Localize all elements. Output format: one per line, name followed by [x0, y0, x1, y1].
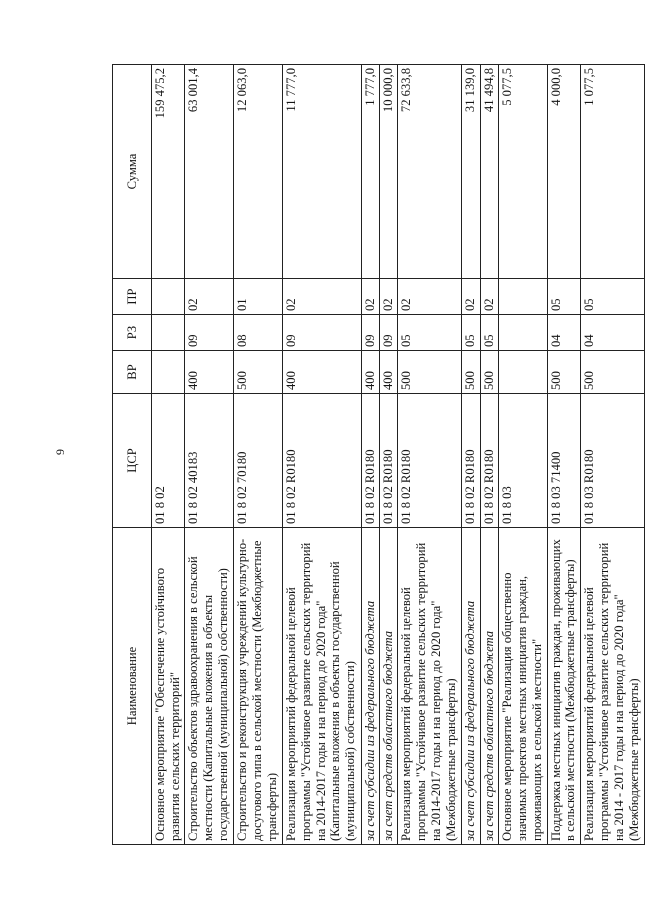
rotated-table-sheet: [112, 65, 645, 845]
cell-sum: 1 777,0: [361, 65, 379, 279]
table-row: [152, 65, 185, 845]
cell-name: Реализация мероприятий федеральной целевой программы "Устойчивое развитие сельских территорий на 2014 - 2017 годы и на период до 2020 года" (Межбюджетные трансферты): [581, 528, 645, 845]
cell-vr: 500: [547, 351, 580, 394]
cell-vr: 500: [480, 351, 498, 394]
cell-name: Реализация мероприятий федеральной целевой программы "Устойчивое развитие сельских территорий на 2014-2017 годы и на период до 2020 года" (Капитальные вложения в объекты государственной (муниципальной) собственности): [282, 528, 361, 845]
cell-name: Строительство объектов здравоохранения в сельской местности (Капитальные вложения в объекты государственной (муниципальной) собственности): [185, 528, 234, 845]
cell-vr: 500: [398, 351, 462, 394]
cell-pr: [498, 279, 547, 315]
cell-name: за счет средств областного бюджета: [480, 528, 498, 845]
cell-sum: 4 000,0: [547, 65, 580, 279]
cell-name: за счет средств областного бюджета: [380, 528, 398, 845]
cell-csr: 01 8 02 70180: [234, 394, 283, 528]
cell-pr: 01: [234, 279, 283, 315]
cell-csr: 01 8 02 R0180: [361, 394, 379, 528]
cell-rz: 05: [480, 315, 498, 351]
cell-vr: [152, 351, 185, 394]
cell-vr: 400: [380, 351, 398, 394]
cell-sum: 11 777,0: [282, 65, 361, 279]
cell-pr: 05: [581, 279, 645, 315]
cell-rz: 05: [462, 315, 480, 351]
cell-name: Строительство и реконструкция учреждений культурно-досугового типа в сельской местности (Межбюджетные трансферты): [234, 528, 283, 845]
cell-sum: 5 077,5: [498, 65, 547, 279]
cell-name: Реализация мероприятий федеральной целевой программы "Устойчивое развитие сельских территорий на 2014-2017 годы и на период до 2020 года" (Межбюджетные трансферты): [398, 528, 462, 845]
header-name: Наименование: [113, 528, 152, 845]
cell-csr: 01 8 02 R0180: [398, 394, 462, 528]
cell-sum: 41 494,8: [480, 65, 498, 279]
cell-pr: 02: [361, 279, 379, 315]
budget-table: [112, 64, 645, 845]
cell-rz: 04: [547, 315, 580, 351]
cell-csr: 01 8 02 40183: [185, 394, 234, 528]
cell-sum: 12 063,0: [234, 65, 283, 279]
cell-sum: 63 001,4: [185, 65, 234, 279]
cell-vr: 500: [462, 351, 480, 394]
header-vr: ВР: [113, 351, 152, 394]
cell-csr: 01 8 03 71400: [547, 394, 580, 528]
cell-name: Поддержка местных инициатив граждан, проживающих в сельской местности (Межбюджетные трансферты): [547, 528, 580, 845]
cell-vr: [498, 351, 547, 394]
cell-pr: [152, 279, 185, 315]
cell-csr: 01 8 02 R0180: [480, 394, 498, 528]
table-row: [185, 65, 234, 845]
table-row: [380, 65, 398, 845]
table-row: [398, 65, 462, 845]
cell-rz: [152, 315, 185, 351]
cell-vr: 500: [234, 351, 283, 394]
table-header-row: [113, 65, 152, 845]
cell-sum: 1 077,5: [581, 65, 645, 279]
cell-sum: 31 139,0: [462, 65, 480, 279]
cell-csr: 01 8 02 R0180: [462, 394, 480, 528]
cell-name: Основное мероприятие "Реализация общественно значимых проектов местных инициатив граждан, проживающих в сельской местности": [498, 528, 547, 845]
cell-sum: 10 000,0: [380, 65, 398, 279]
cell-csr: 01 8 03 R0180: [581, 394, 645, 528]
cell-vr: 400: [361, 351, 379, 394]
table-row: [234, 65, 283, 845]
header-csr: ЦСР: [113, 394, 152, 528]
table-row: [361, 65, 379, 845]
table-body: [152, 65, 645, 845]
header-rz: РЗ: [113, 315, 152, 351]
cell-pr: 02: [380, 279, 398, 315]
cell-pr: 02: [282, 279, 361, 315]
table-row: [498, 65, 547, 845]
cell-rz: 09: [380, 315, 398, 351]
cell-csr: 01 8 02 R0180: [282, 394, 361, 528]
header-pr: ПР: [113, 279, 152, 315]
cell-sum: 159 475,2: [152, 65, 185, 279]
cell-csr: 01 8 02 R0180: [380, 394, 398, 528]
cell-pr: 02: [462, 279, 480, 315]
cell-rz: 09: [185, 315, 234, 351]
table-row: [282, 65, 361, 845]
cell-rz: 09: [361, 315, 379, 351]
cell-name: Основное мероприятие "Обеспечение устойчивого развития сельских территорий": [152, 528, 185, 845]
cell-name: за счет субсидии из федерального бюджета: [361, 528, 379, 845]
cell-csr: 01 8 03: [498, 394, 547, 528]
cell-rz: 08: [234, 315, 283, 351]
table-row: [547, 65, 580, 845]
cell-pr: 02: [398, 279, 462, 315]
cell-name: за счет субсидии из федерального бюджета: [462, 528, 480, 845]
cell-csr: 01 8 02: [152, 394, 185, 528]
cell-rz: [498, 315, 547, 351]
cell-pr: 05: [547, 279, 580, 315]
cell-rz: 05: [398, 315, 462, 351]
cell-sum: 72 633,8: [398, 65, 462, 279]
table-row: [581, 65, 645, 845]
cell-rz: 04: [581, 315, 645, 351]
header-sum: Сумма: [113, 65, 152, 279]
cell-vr: 400: [282, 351, 361, 394]
cell-vr: 400: [185, 351, 234, 394]
cell-rz: 09: [282, 315, 361, 351]
table-row: [480, 65, 498, 845]
page-number: 9: [53, 449, 67, 455]
cell-pr: 02: [185, 279, 234, 315]
cell-vr: 500: [581, 351, 645, 394]
cell-pr: 02: [480, 279, 498, 315]
table-row: [462, 65, 480, 845]
